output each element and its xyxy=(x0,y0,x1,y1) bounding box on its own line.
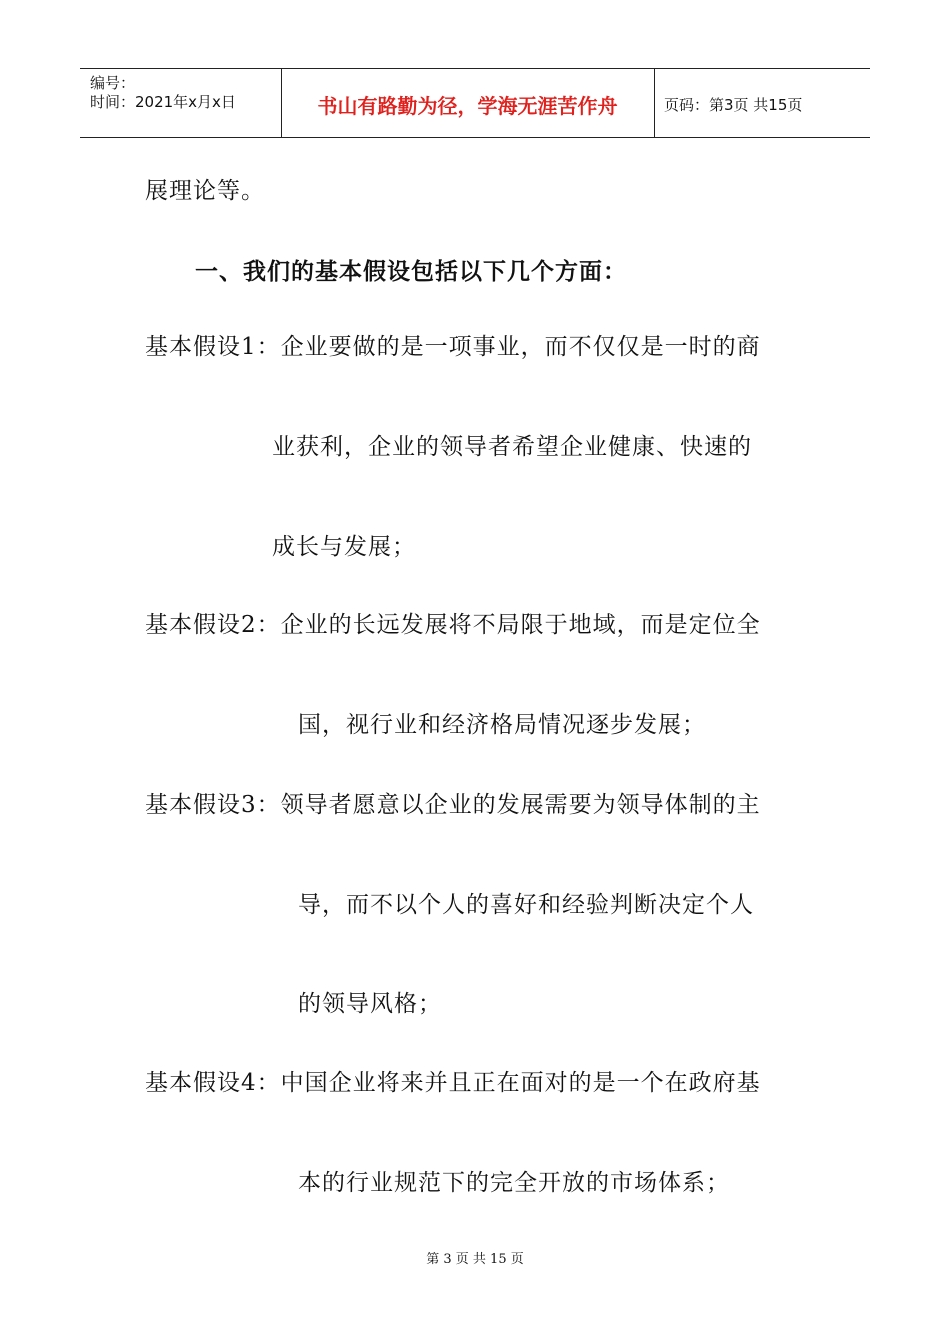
assumption-2-line-2: 国，视行业和经济格局情况逐步发展； xyxy=(298,712,706,738)
header-cell-meta xyxy=(80,69,282,137)
header-cell-motto xyxy=(281,69,655,137)
assumption-3-line-3: 的领导风格； xyxy=(298,991,442,1017)
assumption-4-line-1: 基本假设4：中国企业将来并且正在面对的是一个在政府基 xyxy=(145,1070,761,1096)
page-footer: 第 3 页 共 15 页 xyxy=(426,1252,524,1267)
header-motto: 书山有路勤为径，学海无涯苦作舟 xyxy=(317,94,618,118)
header-cell-page xyxy=(654,69,870,137)
assumption-3-line-2: 导，而不以个人的喜好和经验判断决定个人 xyxy=(298,892,754,918)
assumption-3-line-1: 基本假设3：领导者愿意以企业的发展需要为领导体制的主 xyxy=(145,792,761,818)
assumption-2-line-1: 基本假设2：企业的长远发展将不局限于地域，而是定位全 xyxy=(145,612,761,638)
assumption-4-line-2: 本的行业规范下的完全开放的市场体系； xyxy=(298,1170,730,1196)
assumption-1-line-3: 成长与发展； xyxy=(272,534,416,560)
assumption-1-line-1: 基本假设1：企业要做的是一项事业，而不仅仅是一时的商 xyxy=(145,334,761,360)
assumption-1-line-2: 业获利，企业的领导者希望企业健康、快速的 xyxy=(272,434,752,460)
section-heading: 一、我们的基本假设包括以下几个方面： xyxy=(195,259,627,285)
document-time-label: 时间：2021年x月x日 xyxy=(90,93,236,111)
body-line-continuation: 展理论等。 xyxy=(145,178,265,204)
document-number-label: 编号： xyxy=(90,74,136,92)
header-page-info: 页码：第3页 共15页 xyxy=(664,96,803,114)
page-header xyxy=(80,68,870,138)
